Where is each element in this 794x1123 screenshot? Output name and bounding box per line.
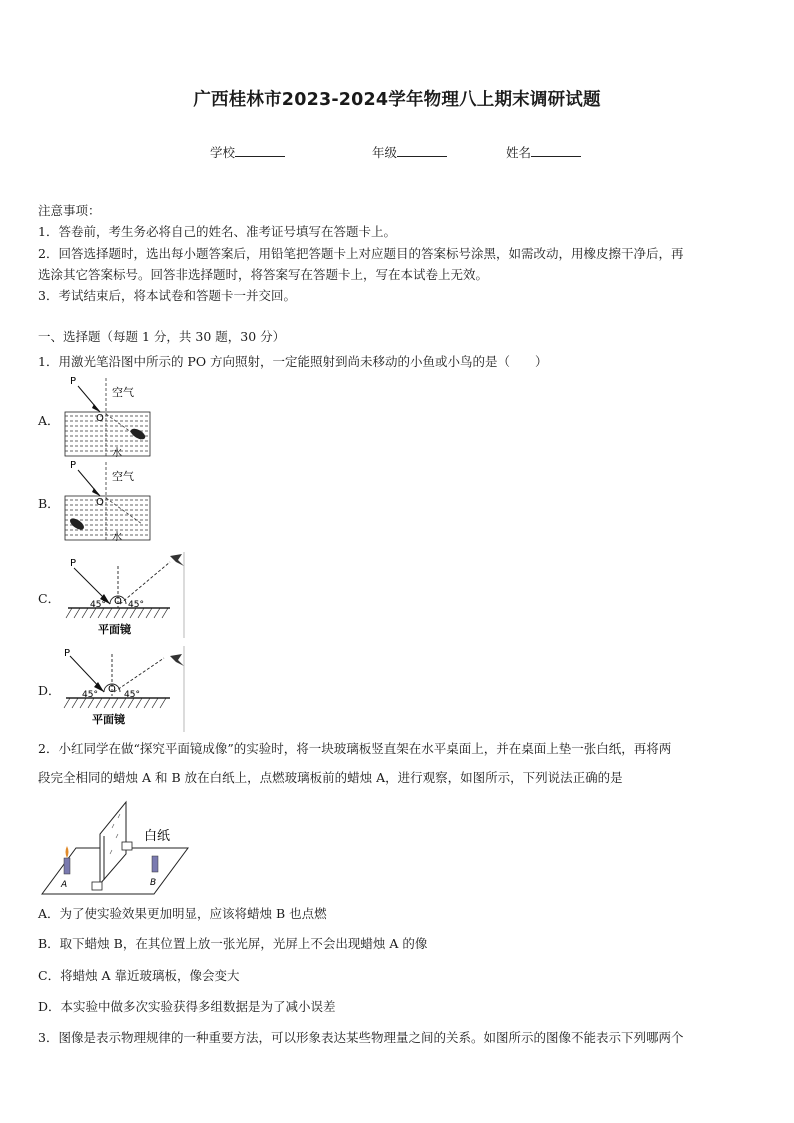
fig-d-label-mirror: 平面镜: [92, 713, 125, 726]
q2-label-paper: 白纸: [144, 829, 171, 844]
name-blank[interactable]: [531, 144, 581, 157]
notice-item-1: 1．答卷前，考生务必将自己的姓名、准考证号填写在答题卡上。: [38, 224, 396, 239]
fig-d-label-p: P: [64, 648, 71, 659]
q1-option-a-label[interactable]: A．: [38, 413, 60, 428]
q2-option-c[interactable]: C．将蜡烛 A 靠近玻璃板，像会变大: [38, 968, 240, 983]
fig-c-angle-left: 45°: [90, 600, 106, 610]
grade-label: 年级: [372, 145, 398, 160]
school-blank[interactable]: [235, 144, 285, 157]
fig-a-label-o: O: [96, 413, 104, 424]
fig-a-label-air: 空气: [112, 386, 134, 399]
q2-option-b[interactable]: B．取下蜡烛 B，在其位置上放一张光屏，光屏上不会出现蜡烛 A 的像: [38, 936, 428, 951]
name-label: 姓名: [506, 145, 532, 160]
notice-heading: 注意事项：: [38, 203, 101, 218]
notice-item-2-cont: 选涂其它答案标号。回答非选择题时，将答案写在答题卡上，写在本试卷上无效。: [38, 267, 489, 282]
school-field[interactable]: [210, 143, 285, 161]
fig-c-angle-right: 45°: [128, 600, 144, 610]
q2-option-d[interactable]: D．本实验中做多次实验获得多组数据是为了减小误差: [38, 999, 336, 1014]
flame-icon: [66, 846, 69, 858]
fig-c-label-mirror: 平面镜: [98, 623, 131, 636]
q1-option-b-label[interactable]: B．: [38, 496, 60, 511]
fig-a-label-water: 水: [112, 448, 122, 459]
q1-figure-d: [60, 642, 188, 734]
page-title: 广西桂林市2023-2024学年物理八上期末调研试题: [193, 90, 601, 110]
q2-label-a: A: [61, 880, 68, 890]
fig-d-angle-left: 45°: [82, 690, 98, 700]
bird-icon: [170, 654, 184, 666]
fig-d-angle-right: 45°: [124, 690, 140, 700]
q1-figure-c: [60, 548, 188, 640]
fig-c-label-o: O: [114, 596, 122, 607]
bird-icon: [170, 554, 184, 566]
q1-stem: 1．用激光笔沿图中所示的 PO 方向照射，一定能照射到尚未移动的小鱼或小鸟的是（ ）: [38, 354, 548, 369]
fig-a-label-p: P: [70, 376, 77, 387]
fig-b-label-o: O: [96, 497, 104, 508]
q2-figure: [38, 798, 198, 898]
q1-figure-b: [60, 458, 160, 544]
candle-a: [64, 858, 70, 874]
candle-b: [152, 856, 158, 872]
fig-b-label-water: 水: [112, 532, 122, 543]
q2-label-b: B: [150, 878, 157, 888]
fig-b-label-p: P: [70, 460, 77, 471]
q2-stem-line2: 段完全相同的蜡烛 A 和 B 放在白纸上，点燃玻璃板前的蜡烛 A，进行观察，如图所示，下列说法正确的是: [38, 770, 623, 785]
fig-c-label-p: P: [70, 558, 77, 569]
q1-figure-a: [60, 374, 160, 460]
school-label: 学校: [210, 145, 236, 160]
q3-stem: 3．图像是表示物理规律的一种重要方法，可以形象表达某些物理量之间的关系。如图所示的图像不能表示下列哪两个: [38, 1030, 684, 1045]
name-field[interactable]: [506, 143, 581, 161]
grade-field[interactable]: [372, 143, 447, 161]
q2-stem-line1: 2．小红同学在做“探究平面镜成像”的实验时，将一块玻璃板竖直架在水平桌面上，并在桌面上垫一张白纸，再将两: [38, 741, 672, 756]
q2-option-a[interactable]: A．为了使实验效果更加明显，应该将蜡烛 B 也点燃: [38, 906, 327, 921]
q1-option-d-label[interactable]: D．: [38, 683, 61, 698]
notice-item-2: 2．回答选择题时，选出每小题答案后，用铅笔把答题卡上对应题目的答案标号涂黑，如需改动，用橡皮擦干净后，再: [38, 246, 684, 261]
fig-d-label-o: O: [108, 684, 116, 695]
grade-blank[interactable]: [397, 144, 447, 157]
q1-option-c-label[interactable]: C．: [38, 591, 61, 606]
notice-item-3: 3．考试结束后，将本试卷和答题卡一并交回。: [38, 288, 296, 303]
fig-b-label-air: 空气: [112, 470, 134, 483]
section-heading: 一、选择题（每题 1 分，共 30 题，30 分）: [38, 329, 286, 344]
